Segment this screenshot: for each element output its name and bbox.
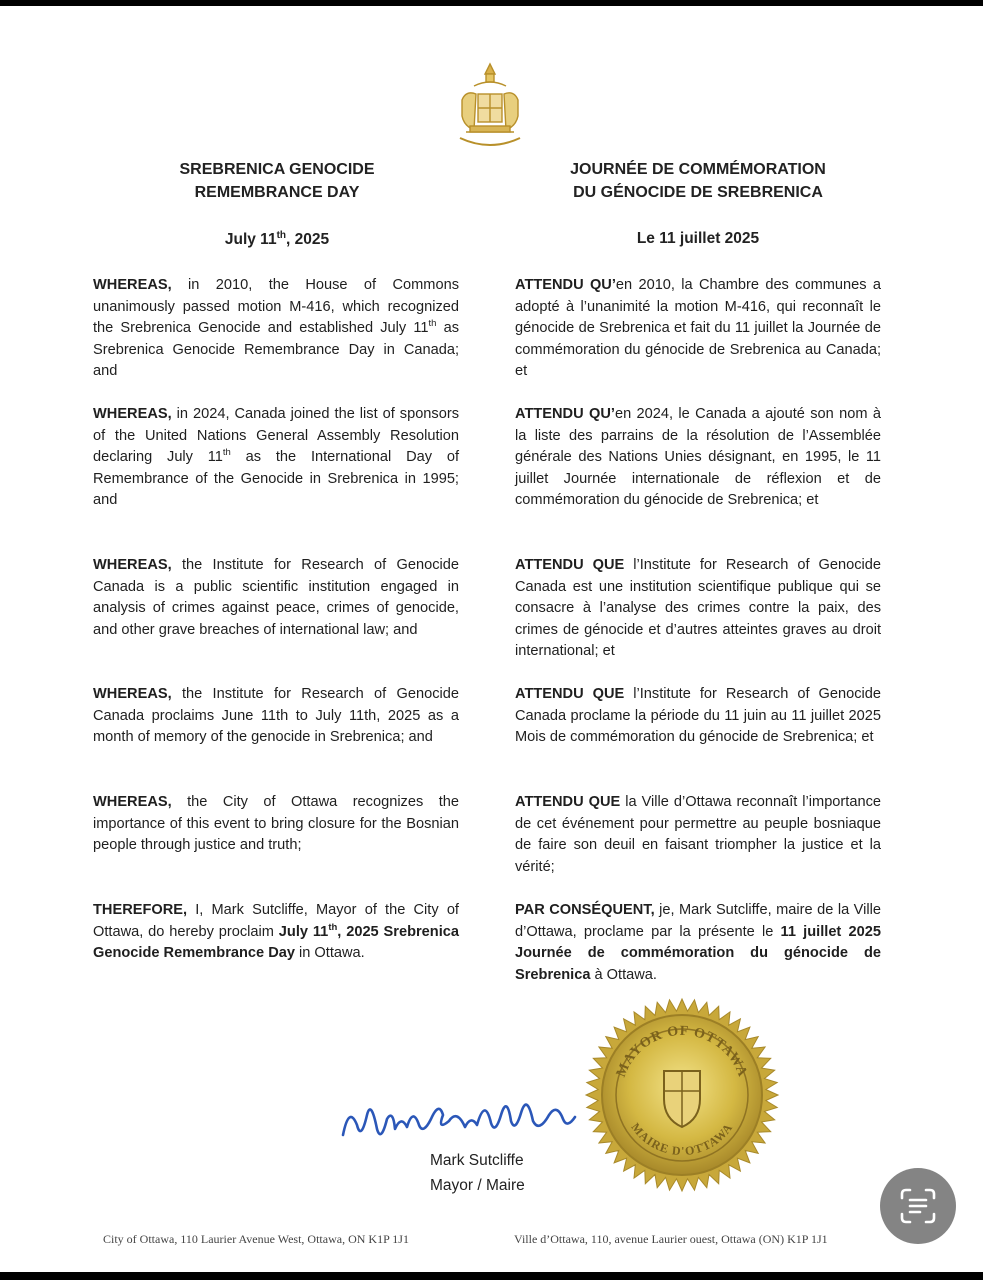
mayor-gold-seal	[582, 995, 782, 1195]
bottom-edge	[0, 1272, 983, 1280]
paragraph-lead: PAR CONSÉQUENT,	[515, 902, 655, 918]
paragraph-lead: WHEREAS,	[93, 686, 172, 702]
text-scan-icon	[898, 1186, 938, 1226]
paragraph-lead: ATTENDU QUE	[515, 686, 625, 702]
top-edge	[0, 0, 983, 6]
french-paragraph: ATTENDU QUE l’Institute for Research of Genocide Canada proclame la période du 11 juin au 11 juillet 2025 Mois de commémoration du génocide de Srebrenica; et	[515, 686, 881, 745]
footer-address-english: City of Ottawa, 110 Laurier Avenue West, Ottawa, ON K1P 1J1	[103, 1232, 409, 1246]
paragraph-lead: WHEREAS,	[93, 277, 172, 293]
english-title-line1: SREBRENICA GENOCIDE	[179, 161, 375, 178]
english-title-line2: REMEMBRANCE DAY	[194, 184, 360, 201]
paragraph-lead: ATTENDU QU’	[515, 406, 615, 422]
english-paragraph: WHEREAS, the City of Ottawa recognizes the importance of this event to bring closure for the Bosnian people through justice and truth;	[93, 794, 459, 853]
seal-bottom-text: MAIRE D'OTTAWA	[628, 1120, 736, 1159]
paragraph-lead: WHEREAS,	[93, 406, 172, 422]
signer-block	[430, 1148, 525, 1198]
paragraph-lead: WHEREAS,	[93, 557, 172, 573]
footer-address-french: Ville d’Ottawa, 110, avenue Laurier ouest, Ottawa (ON) K1P 1J1	[514, 1232, 828, 1246]
paragraph-lead: ATTENDU QUE	[515, 557, 625, 573]
english-header	[92, 158, 462, 271]
french-header	[513, 158, 883, 270]
french-title-line2: DU GÉNOCIDE DE SREBRENICA	[573, 184, 823, 201]
french-paragraph: ATTENDU QU’en 2010, la Chambre des communes a adopté à l’unanimité la motion M-416, qui reconnaît le génocide de Srebrenica et fait du 11 juillet la Journée de commémoration du génocide de Srebrenica au Canada; et	[515, 277, 881, 379]
french-paragraph: PAR CONSÉQUENT, je, Mark Sutcliffe, maire de la Ville d’Ottawa, proclame par la présente le 11 juillet 2025 Journée de commémoration du génocide de Srebrenica à Ottawa.	[515, 902, 881, 983]
signer-name: Mark Sutcliffe	[430, 1152, 524, 1169]
french-paragraph: ATTENDU QU’en 2024, le Canada a ajouté son nom à la liste des parrains de la résolution de l’Assemblée générale des Nations Unies désignant, en 1995, le 11 juillet Journée internationale de réflexion et de commémoration du génocide de Srebrenica; et	[515, 406, 881, 508]
english-paragraph: WHEREAS, the Institute for Research of Genocide Canada proclaims June 11th to July 11th, 2025 as a month of memory of the genocide in Srebrenica; and	[93, 686, 459, 745]
english-paragraph: WHEREAS, the Institute for Research of Genocide Canada is a public scientific institution engaged in analysis of crimes against peace, crimes of genocide, and other grave breaches of international law; and	[93, 557, 459, 638]
english-paragraph: THEREFORE, I, Mark Sutcliffe, Mayor of the City of Ottawa, do hereby proclaim July 11th, 2025 Srebrenica Genocide Remembrance Day in Ottawa.	[93, 902, 459, 961]
french-date: Le 11 juillet 2025	[636, 230, 760, 247]
coat-of-arms-emblem	[452, 60, 528, 156]
text-scan-button[interactable]	[880, 1168, 956, 1244]
french-title-line1: JOURNÉE DE COMMÉMORATION	[570, 161, 826, 178]
paragraph-lead: ATTENDU QU’	[515, 277, 616, 293]
seal-top-text: MAYOR OF OTTAWA	[613, 1023, 751, 1080]
english-paragraph: WHEREAS, in 2024, Canada joined the list of sponsors of the United Nations General Assembly Resolution declaring July 11th as the International Day of Remembrance of the Genocide in Srebrenica in 1995; and	[93, 406, 459, 508]
french-paragraph: ATTENDU QUE la Ville d’Ottawa reconnaît l’importance de cet événement pour permettre au peuple bosniaque de faire son deuil en faisant triompher la justice et la vérité;	[515, 794, 881, 875]
english-date: July 11th, 2025	[224, 230, 330, 249]
english-paragraph: WHEREAS, in 2010, the House of Commons unanimously passed motion M-416, which recognized the Srebrenica Genocide and established July 11th as Srebrenica Genocide Remembrance Day in Canada; and	[93, 277, 459, 379]
paragraph-lead: WHEREAS,	[93, 794, 172, 810]
paragraph-lead: ATTENDU QUE	[515, 794, 621, 810]
signer-role: Mayor / Maire	[430, 1177, 525, 1194]
handwritten-signature	[335, 1085, 580, 1151]
french-paragraph: ATTENDU QUE l’Institute for Research of Genocide Canada est une institution scientifique publique qui se consacre à l’analyse des crimes contre la paix, des crimes de génocide et d’autres atteintes graves au droit international; et	[515, 557, 881, 659]
paragraph-lead: THEREFORE,	[93, 902, 188, 918]
